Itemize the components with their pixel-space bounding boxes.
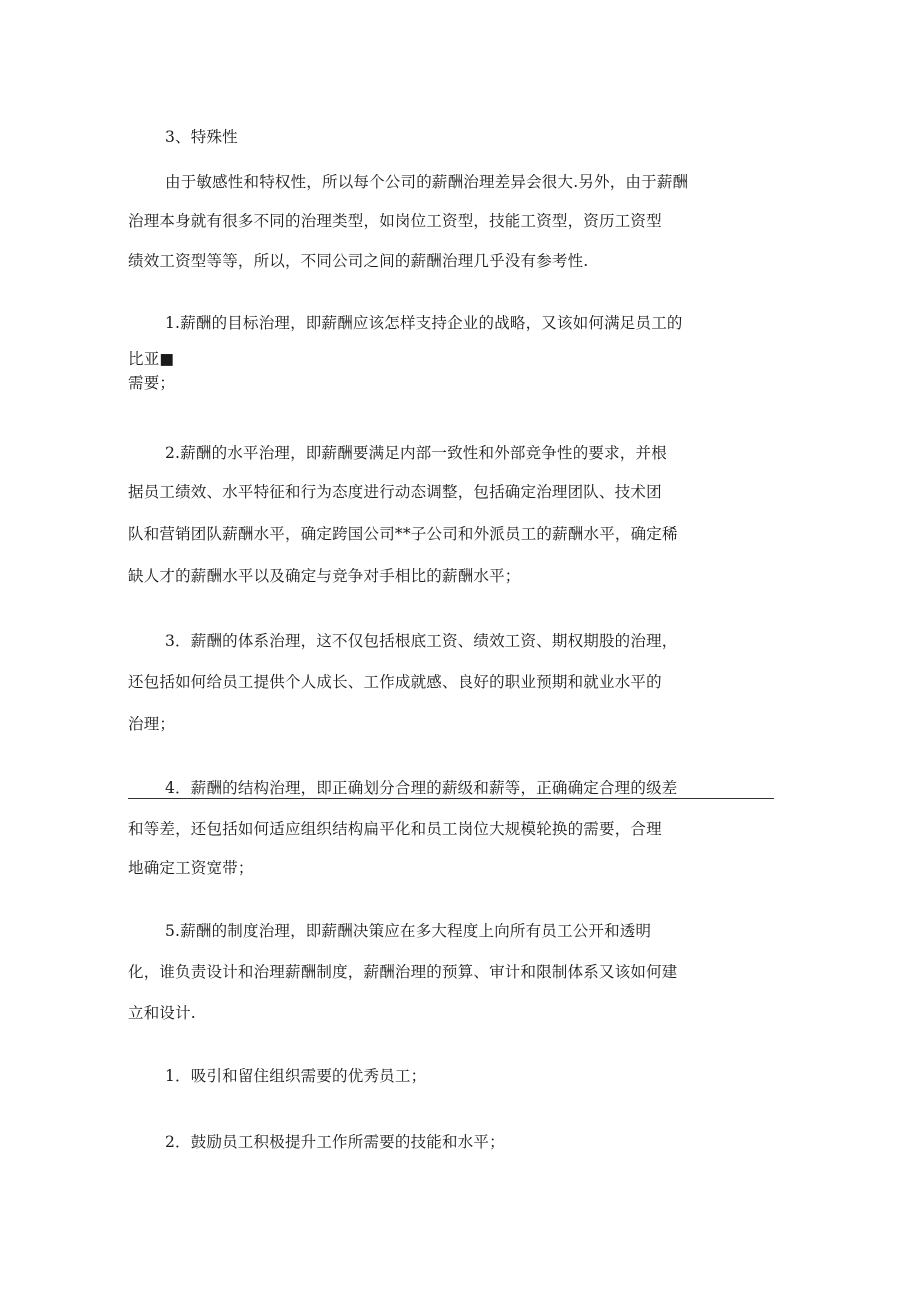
intro-line-1: 由于敏感性和特权性，所以每个公司的薪酬治理差异会很大.另外，由于薪酬 (165, 173, 689, 191)
item5-line-2: 化，谁负责设计和治理薪酬制度，薪酬治理的预算、审计和限制体系又该如何建 (128, 963, 678, 981)
horizontal-rule (128, 798, 774, 799)
item5-line-3: 立和设计. (128, 1004, 196, 1022)
item1-line-1: 1.薪酬的目标治理，即薪酬应该怎样支持企业的战略，又该如何满足员工的 (165, 314, 683, 332)
intro-line-2: 治理本身就有很多不同的治理类型，如岗位工资型，技能工资型，资历工资型 (128, 212, 662, 230)
item2-line-3: 队和营销团队薪酬水平，确定跨国公司**子公司和外派员工的薪酬水平，确定稀 (128, 525, 678, 543)
item5-line-1: 5.薪酬的制度治理，即薪酬决策应在多大程度上向所有员工公开和透明 (165, 922, 652, 940)
item4-line-3: 地确定工资宽带； (128, 859, 254, 877)
intro-line-3: 绩效工资型等等，所以，不同公司之间的薪酬治理几乎没有参考性. (128, 252, 589, 270)
item3-line-3: 治理； (128, 715, 176, 733)
item3-line-1: 3．薪酬的体系治理，这不仅包括根底工资、绩效工资、期权期股的治理， (165, 632, 678, 650)
item2-line-1: 2.薪酬的水平治理，即薪酬要满足内部一致性和外部竞争性的要求，并根 (165, 444, 667, 462)
item1-line-2: 比亚■ (128, 350, 175, 368)
section-heading: 3、特殊性 (165, 128, 238, 146)
goal-line-1: 1．吸引和留住组织需要的优秀员工； (165, 1067, 427, 1085)
item1-line-3: 需要； (128, 374, 176, 392)
item3-line-2: 还包括如何给员工提供个人成长、工作成就感、良好的职业预期和就业水平的 (128, 673, 662, 691)
item4-line-1: 4．薪酬的结构治理，即正确划分合理的薪级和薪等，正确确定合理的级差 (165, 779, 678, 797)
goal-line-2: 2．鼓励员工积极提升工作所需要的技能和水平； (165, 1133, 505, 1151)
item2-line-2: 据员工绩效、水平特征和行为态度进行动态调整，包括确定治理团队、技术团 (128, 483, 662, 501)
item4-line-2: 和等差，还包括如何适应组织结构扁平化和员工岗位大规模轮换的需要，合理 (128, 820, 662, 838)
item2-line-4: 缺人才的薪酬水平以及确定与竞争对手相比的薪酬水平； (128, 567, 521, 585)
